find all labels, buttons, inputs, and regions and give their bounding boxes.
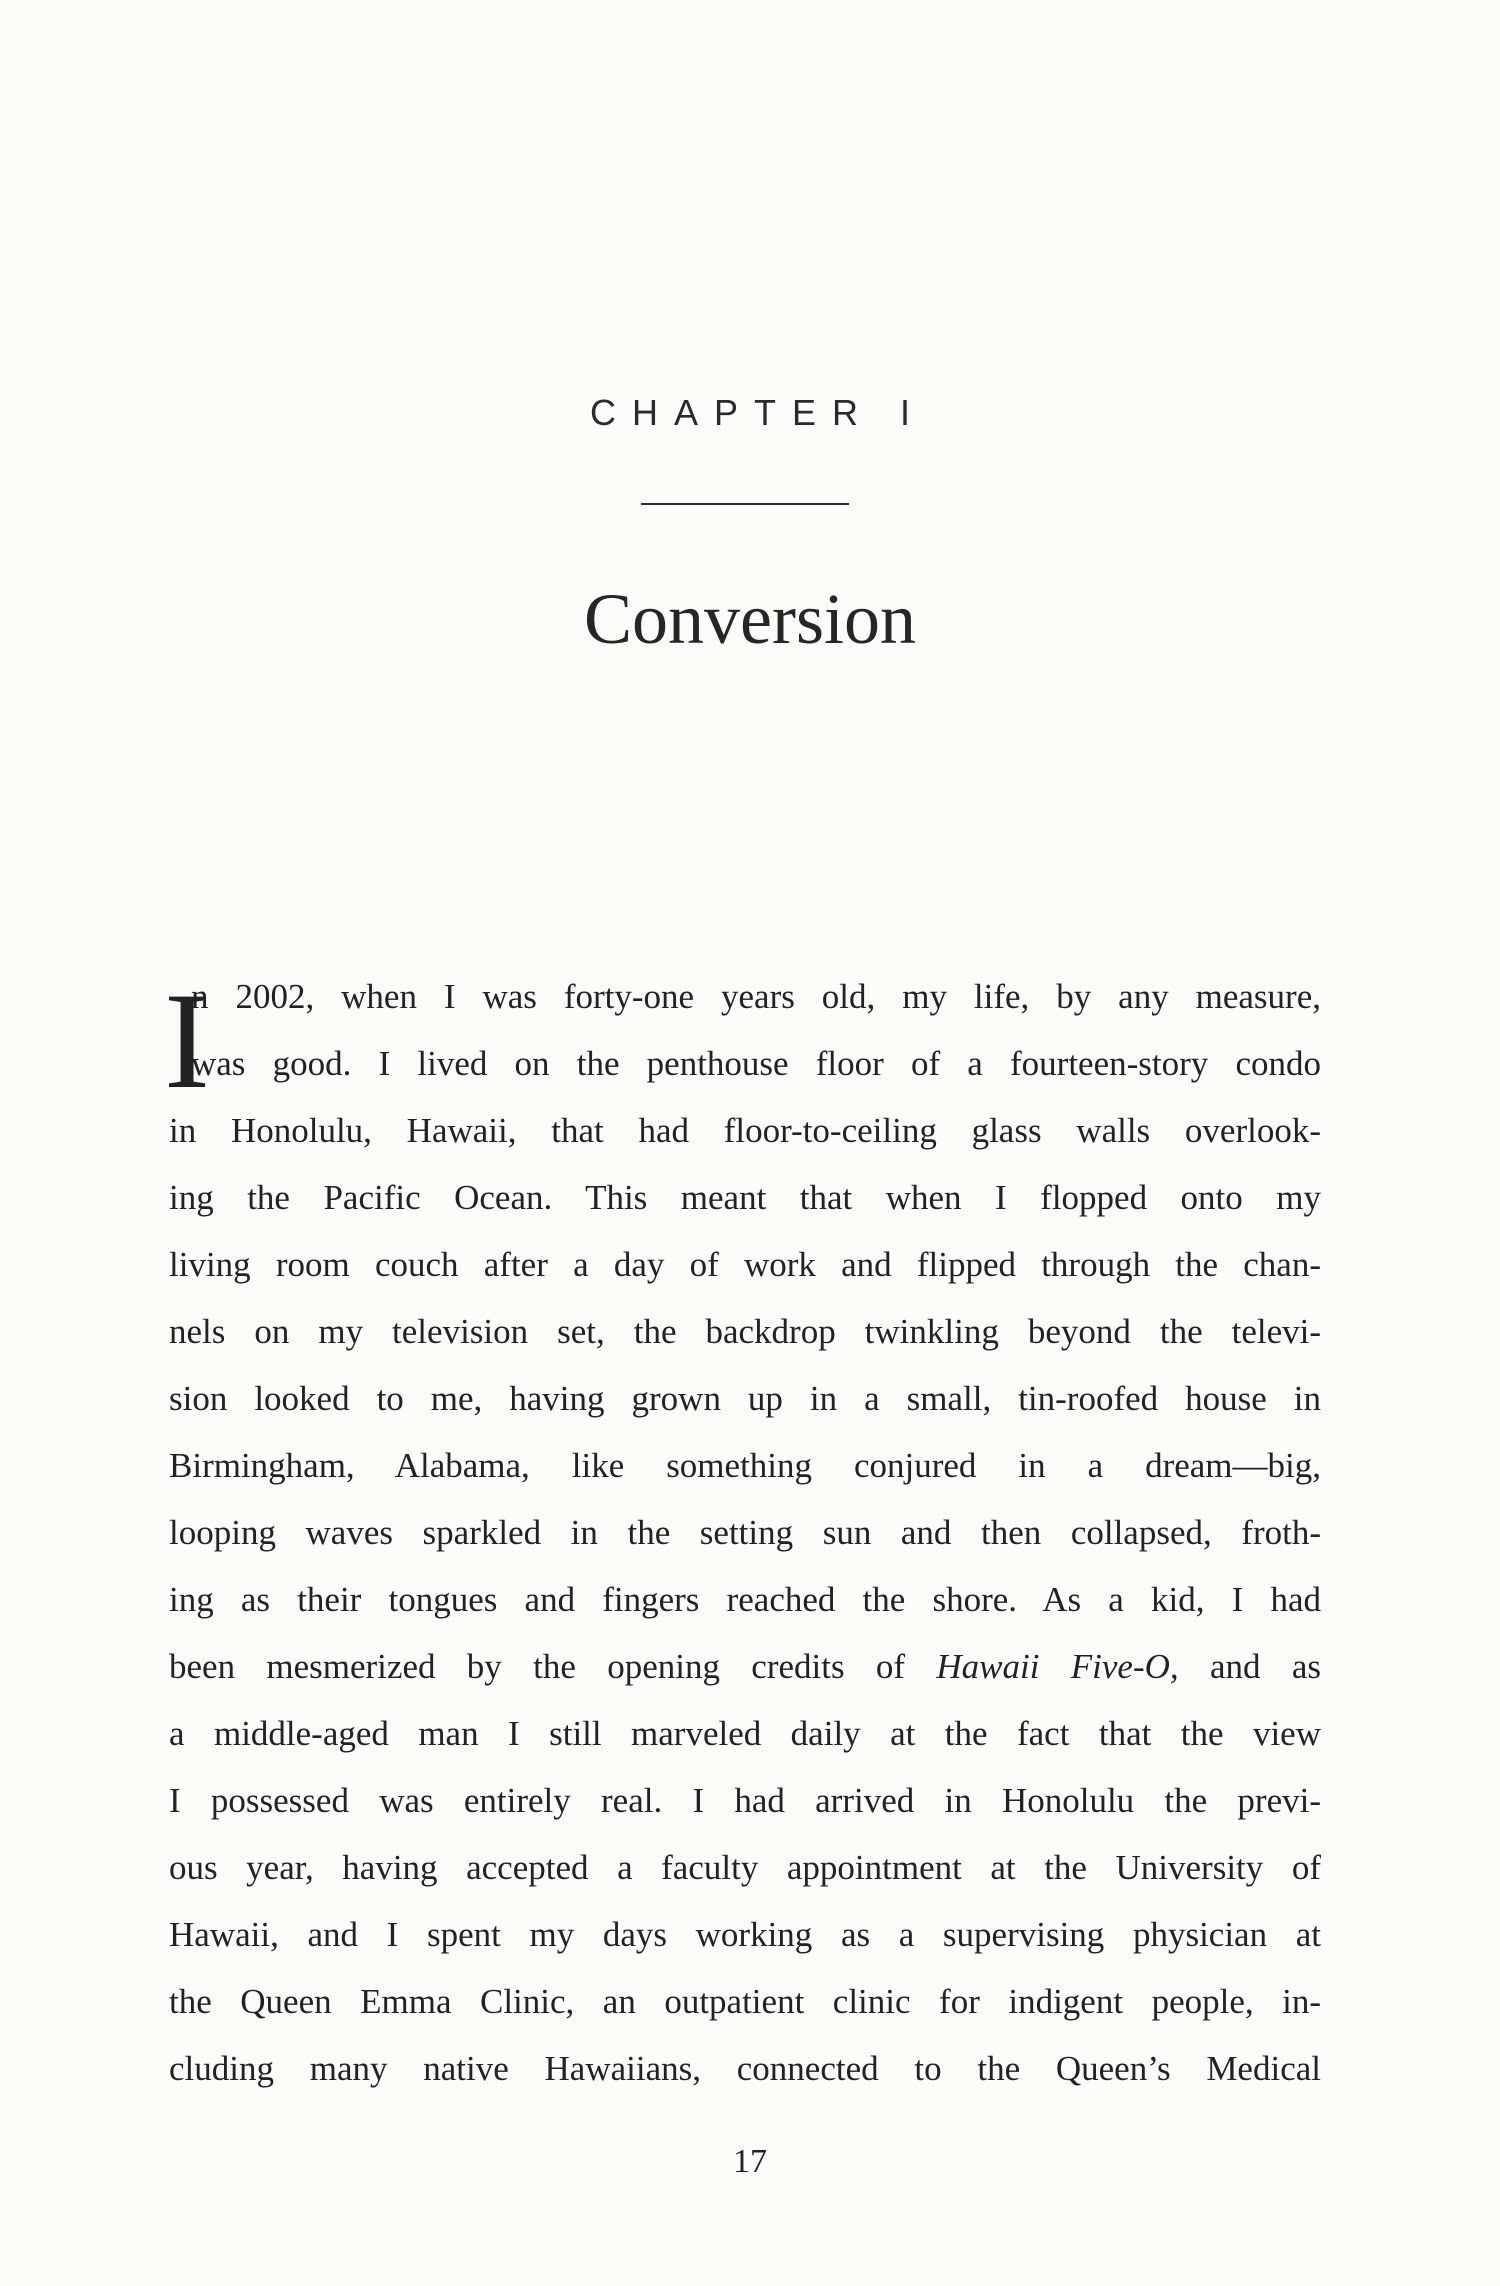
text-line: ing the Pacific Ocean. This meant that when I flopped onto my <box>169 1178 1321 1217</box>
chapter-label: CHAPTER I <box>589 392 927 433</box>
text-line: ing as their tongues and fingers reached the shore. As a kid, I had <box>169 1580 1321 1619</box>
text-line: Hawaii, and I spent my days working as a supervising physician at <box>169 1915 1321 1954</box>
text-line: in Honolulu, Hawaii, that had floor-to-ceiling glass walls overlook- <box>169 1111 1321 1150</box>
text-line: n 2002, when I was forty-one years old, my life, by any measure, <box>191 977 1321 1016</box>
page-number: 17 <box>733 2143 767 2180</box>
text-line: I possessed was entirely real. I had arrived in Honolulu the previ- <box>169 1781 1321 1820</box>
show-title-italic: Hawaii Five-O, <box>936 1647 1179 1686</box>
text-line: ous year, having accepted a faculty appointment at the University of <box>169 1848 1321 1887</box>
text-line: sion looked to me, having grown up in a small, tin-roofed house in <box>169 1379 1321 1418</box>
body-paragraph <box>169 963 1321 2113</box>
text-line: living room couch after a day of work and flipped through the chan- <box>169 1245 1321 1284</box>
text-line: a middle-aged man I still marveled daily at the fact that the view <box>169 1714 1321 1753</box>
text-segment: been mesmerized by the opening credits of <box>169 1647 906 1686</box>
text-segment: and as <box>1209 1647 1321 1686</box>
chapter-title: Conversion <box>584 579 916 659</box>
text-line: the Queen Emma Clinic, an outpatient clinic for indigent people, in- <box>169 1982 1321 2021</box>
text-line: Birmingham, Alabama, like something conjured in a dream—big, <box>169 1446 1321 1485</box>
text-line: cluding many native Hawaiians, connected to the Queen’s Medical <box>169 2049 1321 2088</box>
drop-cap: I <box>164 964 210 1117</box>
chapter-divider <box>641 503 849 505</box>
text-line: looping waves sparkled in the setting sun and then collapsed, froth- <box>169 1513 1321 1552</box>
text-line-with-italic-title <box>169 1633 1321 1700</box>
text-line: nels on my television set, the backdrop twinkling beyond the televi- <box>169 1312 1321 1351</box>
text-line: was good. I lived on the penthouse floor of a fourteen-story condo <box>191 1044 1321 1083</box>
